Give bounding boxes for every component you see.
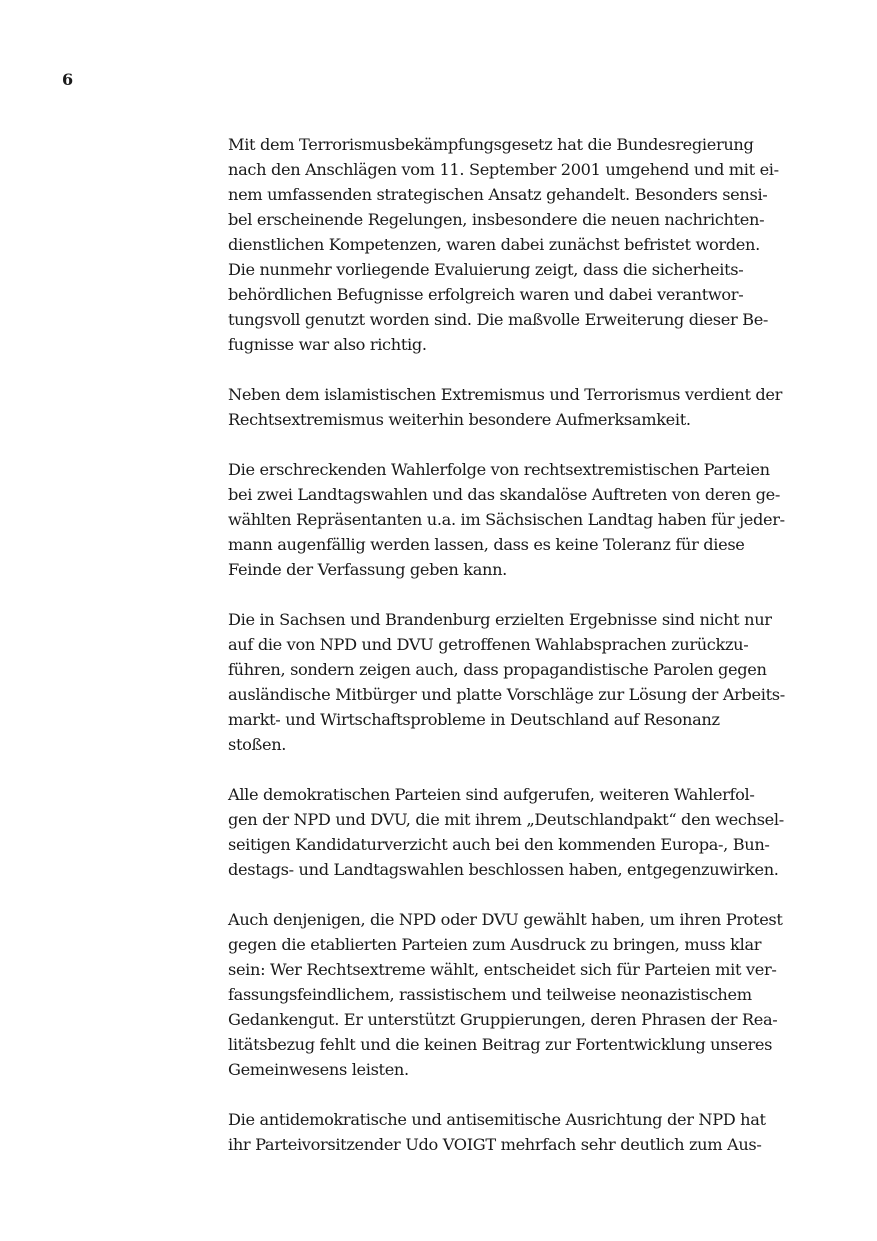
- text-line: Die nunmehr vorliegende Evaluierung zeigt, dass die sicherheits-: [228, 260, 744, 279]
- text-line: mann augenfällig werden lassen, dass es keine Toleranz für diese: [228, 535, 745, 554]
- text-line: tungsvoll genutzt worden sind. Die maßvolle Erweiterung dieser Be-: [228, 310, 769, 329]
- text-line: gegen die etablierten Parteien zum Ausdruck zu bringen, muss klar: [228, 935, 762, 954]
- text-line: seitigen Kandidaturverzicht auch bei den kommenden Europa-, Bun-: [228, 835, 770, 854]
- paragraph: [228, 907, 790, 1082]
- text-line: sein: Wer Rechtsextreme wählt, entscheidet sich für Parteien mit ver-: [228, 960, 777, 979]
- text-line: ihr Parteivorsitzender Udo VOIGT mehrfach sehr deutlich zum Aus-: [228, 1135, 762, 1154]
- text-line: fugnisse war also richtig.: [228, 335, 427, 354]
- paragraph: [228, 132, 790, 357]
- text-line: nach den Anschlägen vom 11. September 2001 umgehend und mit ei-: [228, 160, 779, 179]
- text-line: Alle demokratischen Parteien sind aufgerufen, weiteren Wahlerfol-: [228, 785, 755, 804]
- paragraph: [228, 457, 790, 582]
- text-line: litätsbezug fehlt und die keinen Beitrag zur Fortentwicklung unseres: [228, 1035, 773, 1054]
- paragraph: [228, 782, 790, 882]
- text-line: stoßen.: [228, 735, 287, 754]
- text-line: bei zwei Landtagswahlen und das skandalöse Auftreten von deren ge-: [228, 485, 780, 504]
- paragraph: [228, 607, 790, 757]
- text-line: Feinde der Verfassung geben kann.: [228, 560, 507, 579]
- text-line: Auch denjenigen, die NPD oder DVU gewählt haben, um ihren Protest: [228, 910, 783, 929]
- text-line: fassungsfeindlichem, rassistischem und teilweise neonazistischem: [228, 985, 752, 1004]
- text-line: Die antidemokratische und antisemitische Ausrichtung der NPD hat: [228, 1110, 766, 1129]
- text-line: gen der NPD und DVU, die mit ihrem „Deutschlandpakt“ den wechsel-: [228, 810, 784, 829]
- text-line: ausländische Mitbürger und platte Vorschläge zur Lösung der Arbeits-: [228, 685, 785, 704]
- text-line: Die in Sachsen und Brandenburg erzielten Ergebnisse sind nicht nur: [228, 610, 772, 629]
- text-line: Die erschreckenden Wahlerfolge von rechtsextremistischen Parteien: [228, 460, 770, 479]
- text-line: Gedankengut. Er unterstützt Gruppierungen, deren Phrasen der Rea-: [228, 1010, 778, 1029]
- text-line: Gemeinwesens leisten.: [228, 1060, 409, 1079]
- text-line: bel erscheinende Regelungen, insbesondere die neuen nachrichten-: [228, 210, 765, 229]
- text-line: destags- und Landtagswahlen beschlossen haben, entgegenzuwirken.: [228, 860, 779, 879]
- text-line: wählten Repräsentanten u.a. im Sächsischen Landtag haben für jeder-: [228, 510, 785, 529]
- text-line: dienstlichen Kompetenzen, waren dabei zunächst befristet worden.: [228, 235, 760, 254]
- text-line: führen, sondern zeigen auch, dass propagandistische Parolen gegen: [228, 660, 767, 679]
- text-line: Neben dem islamistischen Extremismus und Terrorismus verdient der: [228, 385, 783, 404]
- page-number: 6: [62, 70, 74, 89]
- text-line: behördlichen Befugnisse erfolgreich waren und dabei verantwor-: [228, 285, 744, 304]
- body-text: [228, 132, 790, 1182]
- text-line: Mit dem Terrorismusbekämpfungsgesetz hat die Bundesregierung: [228, 135, 754, 154]
- text-line: nem umfassenden strategischen Ansatz gehandelt. Besonders sensi-: [228, 185, 768, 204]
- text-line: Rechtsextremismus weiterhin besondere Aufmerksamkeit.: [228, 410, 691, 429]
- text-line: markt- und Wirtschaftsprobleme in Deutschland auf Resonanz: [228, 710, 720, 729]
- paragraph: [228, 382, 790, 432]
- text-line: auf die von NPD und DVU getroffenen Wahlabsprachen zurückzu-: [228, 635, 749, 654]
- paragraph: [228, 1107, 790, 1157]
